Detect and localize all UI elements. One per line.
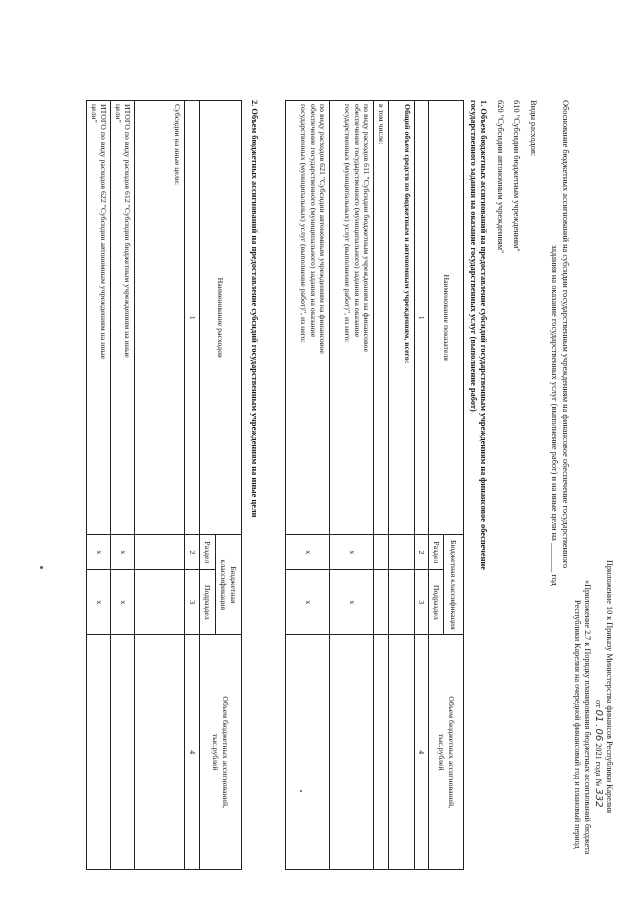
s1-row-611-l1: по виду расходов 611 "Субсидии бюджетным учреждениям на финансовое bbox=[362, 104, 372, 353]
s1-row-incl-amount bbox=[374, 635, 389, 870]
s1-num-2: 2 bbox=[415, 535, 430, 570]
s2-row-622-subsection: х bbox=[87, 570, 111, 635]
s1-row-611-l3: государственных (муниципальных) услуг (выполнение работ)", из него: bbox=[343, 104, 353, 343]
s1-row-611-l2: обеспечение государственного (муниципального) задания на оказание bbox=[353, 104, 362, 338]
s2-col-subsection: Подраздел bbox=[200, 570, 216, 635]
header-line3: «Приложение 2.7 к Порядку планирования бюджетных ассигнований бюджета bbox=[583, 580, 592, 855]
s2-row-612-section: х bbox=[111, 535, 135, 570]
header-date-day: 01 bbox=[593, 709, 604, 723]
s1-row-621-subsection: х bbox=[286, 570, 330, 635]
s1-col-budget-class: Бюджетная классификация bbox=[444, 535, 464, 635]
s2-row-612 bbox=[111, 101, 135, 535]
header-date-prefix: от bbox=[594, 700, 603, 708]
scan-speck bbox=[300, 790, 302, 792]
s2-col-name: Наименование расходов bbox=[200, 101, 242, 535]
s2-row-other-section bbox=[135, 535, 185, 570]
s1-row-incl: в том числе: bbox=[374, 101, 389, 535]
title-line1: Обоснование бюджетных ассигнований на субсидии государственным учреждениям на финансовое обеспечение государственного bbox=[561, 100, 570, 569]
s2-row-622 bbox=[87, 101, 111, 535]
s2-col-budget-class-l2: классификация bbox=[219, 559, 229, 611]
s1-row-total: Общий объем средств по бюджетным и автономным учреждениям, всего: bbox=[389, 101, 415, 535]
s2-num-1: 1 bbox=[185, 101, 200, 535]
s1-row-total-amount bbox=[389, 635, 415, 870]
header-line4: Республики Карелия на очередной финансовый год и плановый период bbox=[573, 600, 582, 849]
s2-row-612-l1: ИТОГО по виду расходов 612 "Субсидии бюджетным учреждениям на иные bbox=[123, 104, 133, 358]
s2-col-amount bbox=[200, 635, 242, 870]
s2-col-budget-class bbox=[216, 535, 242, 635]
s2-col-budget-class-l1: Бюджетная bbox=[229, 566, 238, 604]
s1-row-incl-subsection bbox=[374, 570, 389, 635]
s1-row-621-l3: государственных (муниципальных) услуг (выполнение работ)", из него: bbox=[299, 104, 309, 343]
s2-row-622-section: х bbox=[87, 535, 111, 570]
section1-heading-line2: государственного задания на оказание государственных услуг (выполнение работ) bbox=[469, 100, 478, 412]
scan-speck bbox=[40, 566, 43, 569]
s2-num-2: 2 bbox=[185, 535, 200, 570]
section2-table bbox=[87, 100, 243, 870]
s1-row-611-subsection: х bbox=[330, 570, 374, 635]
header-order-no: 332 bbox=[593, 788, 604, 808]
s2-row-622-l2: цели" bbox=[90, 104, 99, 123]
s2-row-622-amount bbox=[87, 635, 111, 870]
s1-row-621-l1: по виду расходов 621 "Субсидии автономным учреждениям на финансовое bbox=[318, 104, 328, 354]
s2-num-3: 3 bbox=[185, 570, 200, 635]
s1-row-incl-section bbox=[374, 535, 389, 570]
s2-col-section: Раздел bbox=[200, 535, 216, 570]
s1-num-1: 1 bbox=[415, 101, 430, 535]
s1-row-621-amount bbox=[286, 635, 330, 870]
expense-types-heading: Виды расходов: bbox=[529, 100, 538, 157]
s1-row-621-l2: обеспечение государственного (муниципального) задания на оказание bbox=[309, 104, 318, 338]
header-date-sep: . bbox=[594, 724, 603, 727]
s1-row-621-section: х bbox=[286, 535, 330, 570]
s2-row-other-amount bbox=[135, 635, 185, 870]
title-line2: задания на оказание государственных услуг (выполнение работ) и на иные цели на _______ год bbox=[550, 245, 559, 586]
section2-heading: 2. Объем бюджетных ассигнований на предоставление субсидий государственным учреждениям на иные цели bbox=[250, 100, 259, 518]
s1-row-total-section bbox=[389, 535, 415, 570]
s2-row-612-subsection: х bbox=[111, 570, 135, 635]
s2-row-other: Субсидии на иные цели: bbox=[135, 101, 185, 535]
s1-row-total-subsection bbox=[389, 570, 415, 635]
s1-col-name: Наименование показателя bbox=[429, 101, 464, 535]
s1-col-subsection: Подраздел bbox=[429, 570, 444, 635]
s1-row-611 bbox=[330, 101, 374, 535]
s1-row-621 bbox=[286, 101, 330, 535]
header-date-month: 06 bbox=[593, 728, 604, 742]
s1-col-section: Раздел bbox=[429, 535, 444, 570]
s1-col-amount bbox=[429, 635, 464, 870]
s1-num-3: 3 bbox=[415, 570, 430, 635]
s2-row-622-l1: ИТОГО по виду расходов 622 "Субсидии автономным учреждениям на иные bbox=[99, 104, 109, 360]
s2-col-amount-line2: тыс.рублей bbox=[211, 733, 221, 771]
s2-row-612-amount bbox=[111, 635, 135, 870]
s2-col-amount-line1: Объем бюджетных ассигнований, bbox=[221, 696, 230, 809]
s1-row-611-section: х bbox=[330, 535, 374, 570]
expense-type-620: 620 "Субсидии автономным учреждениям" bbox=[496, 100, 505, 254]
s2-row-other-subsection bbox=[135, 570, 185, 635]
section1-table bbox=[286, 100, 465, 870]
header-line1: Приложение 10 к Приказу Министерства финансов Республики Карелия bbox=[605, 560, 614, 814]
expense-type-610: 610 "Субсидии бюджетным учреждениям" bbox=[512, 100, 521, 252]
s1-col-amount-line1: Объем бюджетных ассигнований, bbox=[446, 696, 456, 809]
s1-row-611-amount bbox=[330, 635, 374, 870]
s2-row-612-l2: цели" bbox=[114, 104, 123, 123]
header-date-year: 2021 года № bbox=[594, 743, 603, 787]
s2-num-4: 4 bbox=[185, 635, 200, 870]
section1-heading-line1: 1. Объем бюджетных ассигнований на предоставление субсидий государственным учреждениям на финансовое обеспечение bbox=[479, 100, 488, 570]
s1-num-4: 4 bbox=[415, 635, 430, 870]
s1-col-amount-line2: тыс.рублей bbox=[437, 733, 447, 771]
header-date-line bbox=[593, 700, 603, 808]
